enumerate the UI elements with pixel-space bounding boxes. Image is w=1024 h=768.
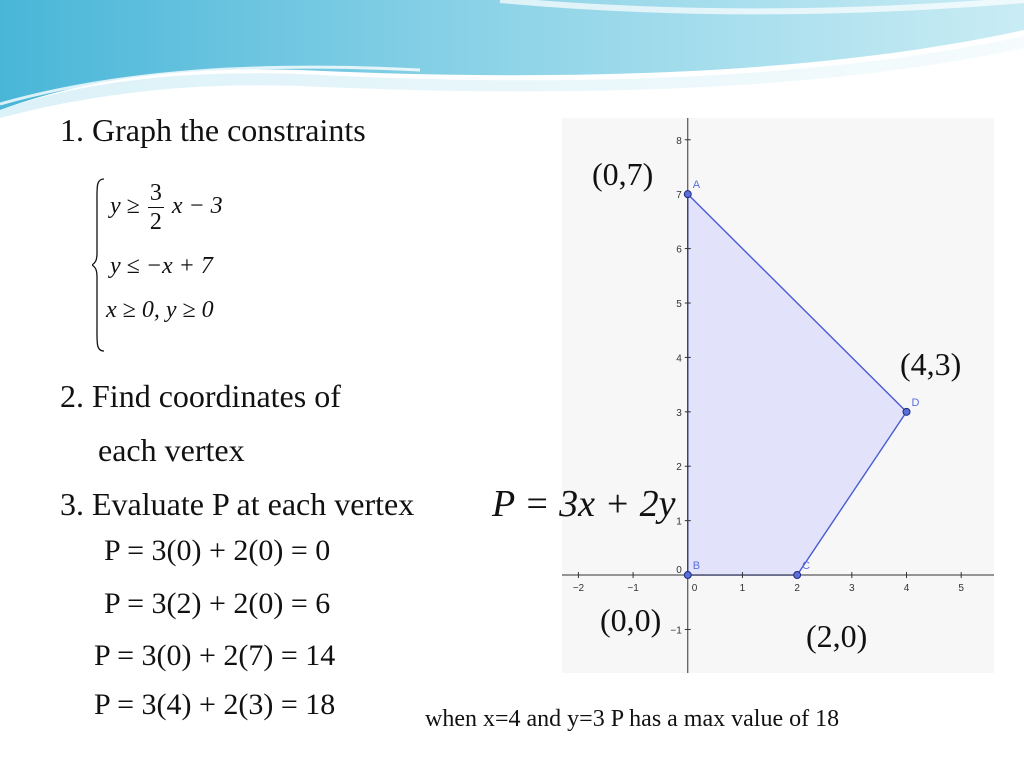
header-wave-decoration bbox=[0, 0, 1024, 120]
evaluation-4: P = 3(4) + 2(3) = 18 bbox=[94, 688, 336, 721]
origin-label: 0 bbox=[676, 565, 682, 577]
x-tick-label: 4 bbox=[903, 583, 910, 595]
evaluation-2: P = 3(2) + 2(0) = 6 bbox=[104, 587, 331, 620]
constraint-1-fraction bbox=[148, 181, 164, 234]
y-tick-label: 2 bbox=[676, 462, 682, 474]
y-tick-label: 8 bbox=[676, 135, 682, 147]
objective-function-text: P = 3x + 2y bbox=[492, 483, 676, 525]
evaluation-3: P = 3(0) + 2(7) = 14 bbox=[94, 639, 336, 672]
x-tick-label: −1 bbox=[627, 583, 639, 595]
vertex-name-b: B bbox=[692, 560, 701, 573]
y-tick-label: 5 bbox=[676, 299, 682, 310]
step3-text: 3. Evaluate P at each vertex bbox=[60, 486, 415, 522]
vertex-label-a: (0,7) bbox=[592, 156, 654, 192]
constraint-1-rhs: x − 3 bbox=[171, 193, 223, 220]
constraint-1-lhs: y ≥ bbox=[110, 193, 140, 220]
y-tick-label: 6 bbox=[676, 244, 682, 256]
evaluation-1: P = 3(0) + 2(0) = 0 bbox=[104, 534, 331, 567]
vertex-point-c bbox=[794, 572, 801, 579]
step2-text-line2: each vertex bbox=[98, 432, 245, 468]
vertex-label-d: (4,3) bbox=[900, 346, 962, 382]
constraint-system bbox=[92, 175, 292, 355]
y-tick-label: 7 bbox=[676, 190, 682, 202]
y-tick-label: 1 bbox=[676, 516, 682, 528]
conclusion-text: when x=4 and y=3 P has a max value of 18 bbox=[425, 706, 840, 732]
feasible-region-chart bbox=[562, 118, 994, 673]
constraint-1 bbox=[110, 181, 223, 234]
constraint-2: y ≤ −x + 7 bbox=[110, 253, 213, 279]
x-tick-label: 5 bbox=[958, 583, 964, 595]
x-tick-label: 3 bbox=[849, 583, 855, 595]
y-tick-label: 4 bbox=[676, 353, 682, 365]
chart-canvas bbox=[562, 118, 994, 673]
vertex-label-c: (2,0) bbox=[806, 618, 868, 654]
vertex-name-c: C bbox=[802, 560, 811, 573]
y-tick-label: −1 bbox=[670, 625, 682, 637]
x-tick-label: 2 bbox=[794, 583, 800, 595]
x-tick-label: −2 bbox=[572, 583, 585, 595]
vertex-name-d: D bbox=[911, 396, 920, 409]
x-tick-label: 0 bbox=[691, 583, 698, 595]
step1-text: 1. Graph the constraints bbox=[60, 112, 366, 148]
constraint-1-numerator: 3 bbox=[149, 180, 162, 206]
constraint-1-denominator: 2 bbox=[149, 209, 162, 235]
step2-text-line1: 2. Find coordinates of bbox=[60, 378, 341, 414]
vertex-name-a: A bbox=[692, 179, 701, 192]
left-brace bbox=[92, 175, 106, 355]
constraint-3: x ≥ 0, y ≥ 0 bbox=[106, 297, 214, 323]
vertex-point-d bbox=[903, 408, 910, 415]
feasible-region-polygon bbox=[688, 194, 907, 575]
y-tick-label: 3 bbox=[676, 407, 682, 419]
vertex-label-b: (0,0) bbox=[600, 602, 662, 638]
x-tick-label: 1 bbox=[739, 583, 746, 595]
vertex-point-a bbox=[684, 191, 691, 198]
objective-function bbox=[492, 482, 676, 526]
vertex-point-b bbox=[684, 572, 691, 579]
